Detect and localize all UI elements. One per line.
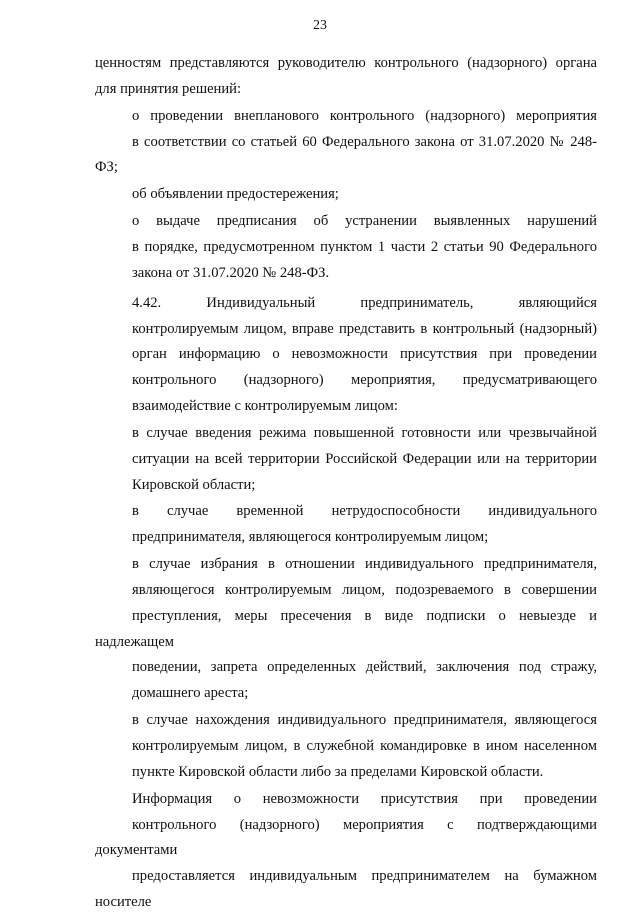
text-line: орган информацию о невозможности присутствия при проведении <box>132 346 597 363</box>
document-body <box>95 51 597 917</box>
paragraph <box>95 499 597 551</box>
text-line: контролируемым лицом, в служебной командировке в ином населенном <box>132 738 597 755</box>
text-line: в случае временной нетрудоспособности индивидуального <box>132 503 597 520</box>
text-line: ценностям представляются руководителю контрольного (надзорного) органа <box>95 55 597 71</box>
paragraph <box>95 182 597 208</box>
page-number: 23 <box>313 18 327 33</box>
paragraph <box>95 787 597 916</box>
text-line: о выдаче предписания об устранении выявленных нарушений <box>132 213 597 230</box>
text-line: взаимодействие с контролируемым лицом: <box>132 397 398 414</box>
paragraph <box>95 291 597 420</box>
paragraph <box>95 104 597 181</box>
paragraph <box>95 51 597 103</box>
paragraph <box>95 209 597 286</box>
text-line: Кировской области; <box>132 476 256 493</box>
paragraph <box>95 708 597 785</box>
text-line: о проведении внепланового контрольного (надзорного) мероприятия <box>132 107 597 124</box>
text-line: 4.42. Индивидуальный предприниматель, являющийся <box>132 294 597 311</box>
text-line: в случае избрания в отношении индивидуального предпринимателя, <box>132 556 597 573</box>
text-line: являющегося контролируемым лицом, подозреваемого в совершении <box>132 582 597 599</box>
text-line: ситуации на всей территории Российской Федерации или на территории <box>132 450 597 467</box>
text-line: Информация о невозможности присутствия при проведении <box>132 790 597 807</box>
text-line: контрольного (надзорного) мероприятия с подтверждающими документами <box>95 816 597 859</box>
paragraph <box>95 552 597 707</box>
text-line: контрольного (надзорного) мероприятия, предусматривающего <box>132 372 597 389</box>
text-line: предпринимателя, являющегося контролируемым лицом; <box>132 529 489 546</box>
text-line: в соответствии со статьей 60 Федерального закона от 31.07.2020 № 248-ФЗ; <box>95 133 597 176</box>
text-line: предоставляется индивидуальным предпринимателем на бумажном носителе <box>95 868 597 910</box>
text-line: в порядке, предусмотренном пунктом 1 части 2 статьи 90 Федерального <box>132 239 597 256</box>
text-line: в случае введения режима повышенной готовности или чрезвычайной <box>132 424 597 441</box>
text-line: пункте Кировской области либо за пределами Кировской области. <box>132 763 544 780</box>
text-line: поведении, запрета определенных действий, заключения под стражу, <box>132 659 597 676</box>
paragraph <box>95 421 597 498</box>
text-line: для принятия решений: <box>95 80 242 97</box>
text-line: домашнего ареста; <box>132 685 249 702</box>
text-line: об объявлении предостережения; <box>132 186 339 203</box>
text-line: закона от 31.07.2020 № 248-ФЗ. <box>132 264 330 281</box>
text-line: преступления, меры пресечения в виде подписки о невыезде и надлежащем <box>95 607 597 650</box>
text-line: в случае нахождения индивидуального предпринимателя, являющегося <box>132 712 597 729</box>
text-line: контролируемым лицом, вправе представить в контрольный (надзорный) <box>132 320 597 337</box>
